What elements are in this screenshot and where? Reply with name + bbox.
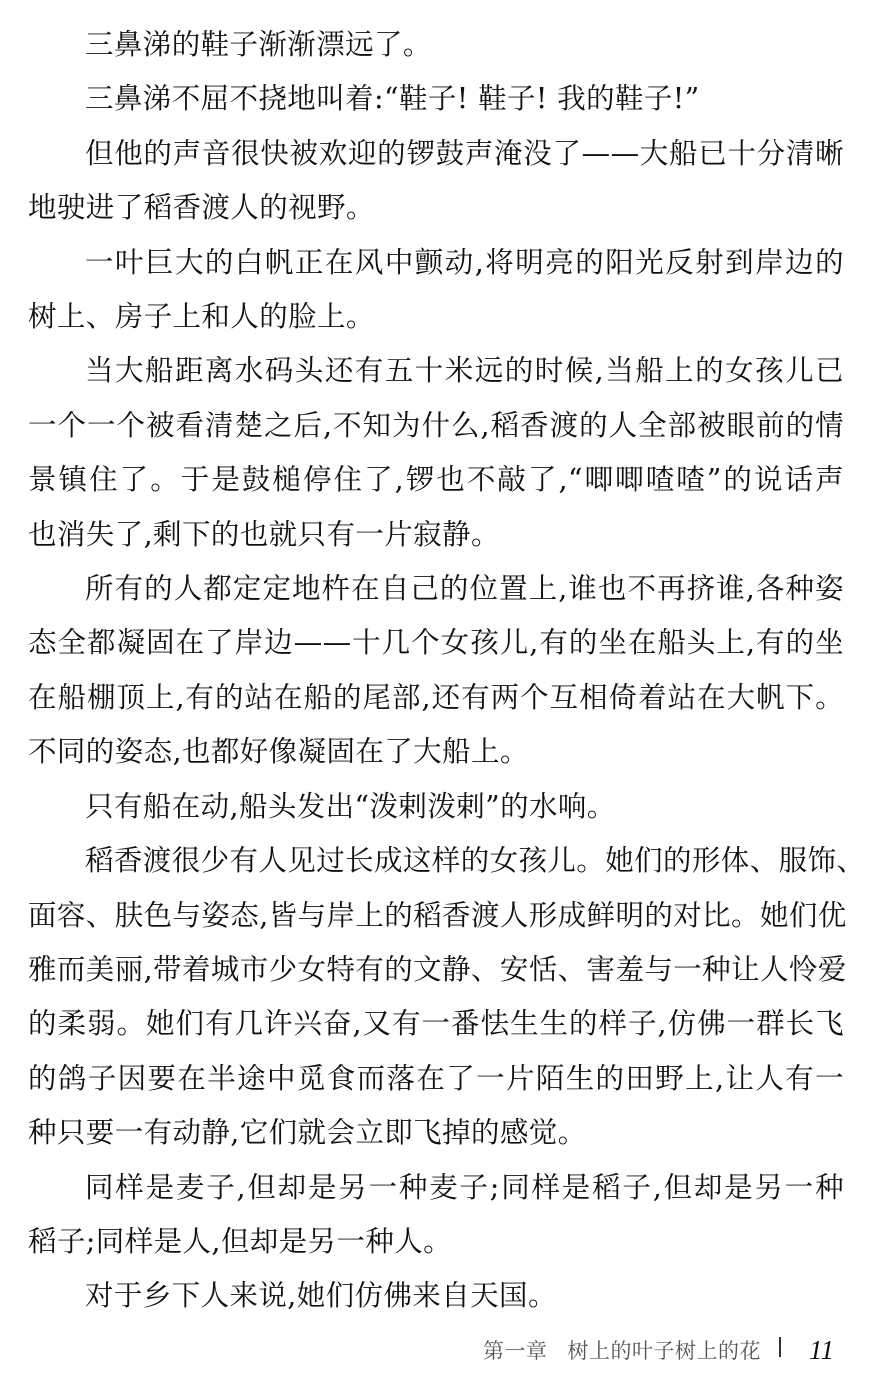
text-line: 一叶巨大的白帆正在风中颤动,将明亮的阳光反射到岸边的 — [85, 245, 844, 279]
text-line: 三鼻涕不屈不挠地叫着:“鞋子! 鞋子! 我的鞋子!” — [85, 82, 700, 116]
paragraph — [28, 127, 844, 236]
paragraph — [28, 1161, 844, 1270]
text-line: 雅而美丽,带着城市少女特有的文静、安恬、害羞与一种让人怜爱 — [28, 952, 847, 986]
paragraph — [28, 780, 844, 834]
footer-chapter-label: 第一章 — [483, 1339, 548, 1363]
text-line: 态全都凝固在了岸边——十几个女孩儿,有的坐在船头上,有的坐 — [28, 626, 844, 660]
text-line: 的鸽子因要在半途中觅食而落在了一片陌生的田野上,让人有一 — [28, 1061, 844, 1095]
text-line: 同样是麦子,但却是另一种麦子;同样是稻子,但却是另一种 — [85, 1170, 844, 1204]
paragraph — [28, 18, 844, 72]
paragraph — [28, 72, 844, 126]
text-line: 地驶进了稻香渡人的视野。 — [28, 191, 375, 225]
text-line: 但他的声音很快被欢迎的锣鼓声淹没了——大船已十分清晰 — [85, 136, 844, 170]
text-line: 的柔弱。她们有几许兴奋,又有一番怯生生的样子,仿佛一群长飞 — [28, 1007, 844, 1041]
text-line: 当大船距离水码头还有五十米远的时候,当船上的女孩儿已 — [85, 354, 844, 388]
page-footer — [483, 1330, 834, 1370]
footer-chapter-title: 树上的叶子树上的花 — [567, 1339, 761, 1363]
text-line: 只有船在动,船头发出“泼剌泼剌”的水响。 — [85, 789, 616, 823]
text-line: 稻子;同样是人,但却是另一种人。 — [28, 1224, 453, 1258]
text-line: 稻香渡很少有人见过长成这样的女孩儿。她们的形体、服饰、 — [85, 844, 866, 878]
paragraph — [28, 834, 866, 1160]
page-body — [28, 18, 866, 1324]
text-line: 所有的人都定定地杵在自己的位置上,谁也不再挤谁,各种姿 — [85, 572, 844, 606]
text-line: 种只要一有动静,它们就会立即飞掉的感觉。 — [28, 1116, 587, 1150]
paragraph — [28, 562, 844, 780]
footer-separator — [779, 1337, 781, 1357]
text-line: 面容、肤色与姿态,皆与岸上的稻香渡人形成鲜明的对比。她们优 — [28, 898, 847, 932]
page-number: 11 — [809, 1334, 834, 1365]
paragraph — [28, 1269, 844, 1323]
text-line: 树上、房子上和人的脸上。 — [28, 300, 375, 334]
text-line: 一个一个被看清楚之后,不知为什么,稻香渡的人全部被眼前的情 — [28, 408, 844, 442]
text-line: 在船棚顶上,有的站在船的尾部,还有两个互相倚着站在大帆下。 — [28, 680, 844, 714]
paragraph — [28, 344, 844, 562]
text-line: 不同的姿态,也都好像凝固在了大船上。 — [28, 735, 529, 769]
text-line: 景镇住了。于是鼓槌停住了,锣也不敲了,“唧唧喳喳”的说话声 — [28, 463, 844, 497]
text-line: 也消失了,剩下的也就只有一片寂静。 — [28, 517, 500, 551]
text-line: 对于乡下人来说,她们仿佛来自天国。 — [85, 1279, 557, 1313]
paragraph — [28, 236, 844, 345]
text-line: 三鼻涕的鞋子渐渐漂远了。 — [85, 28, 432, 61]
